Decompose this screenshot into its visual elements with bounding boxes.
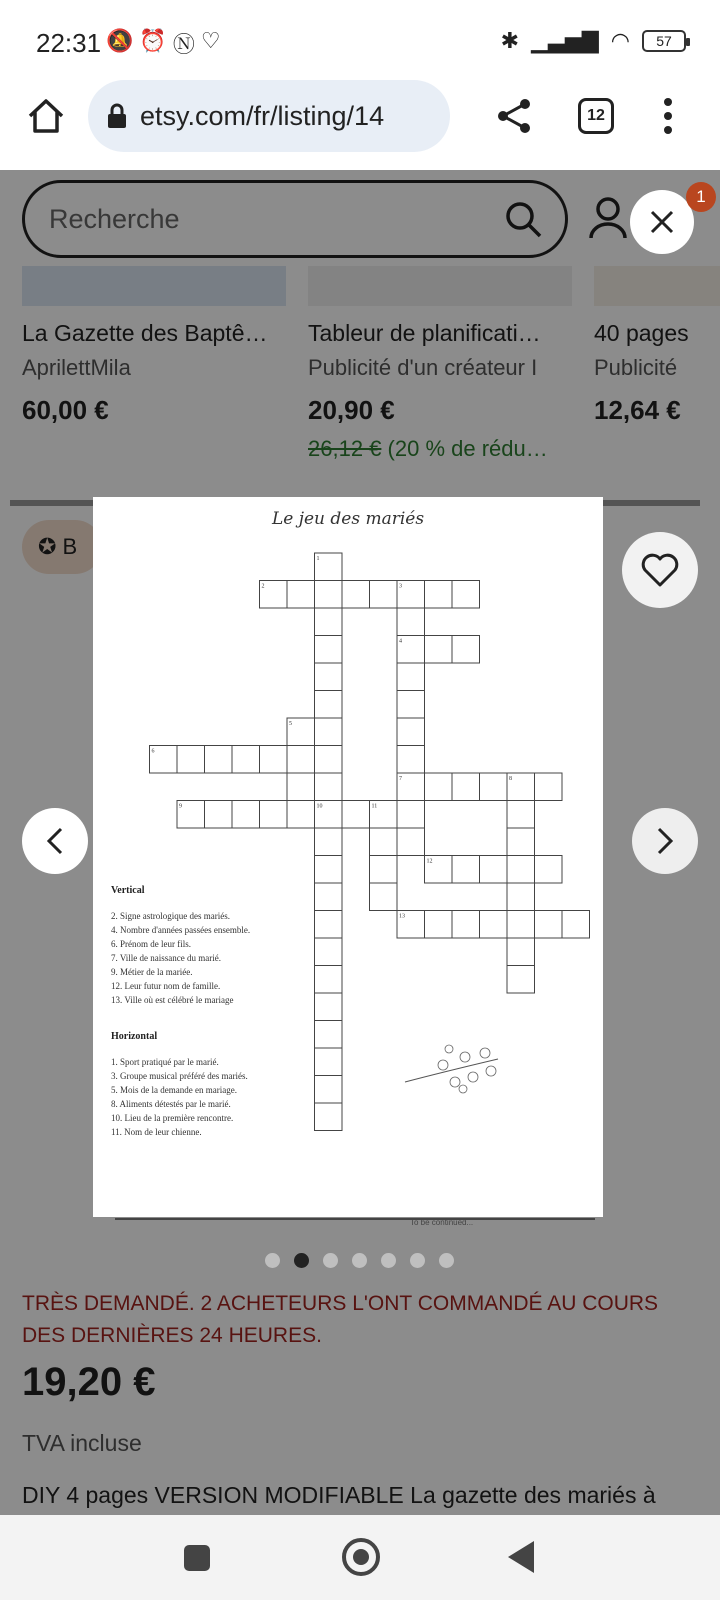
crossword-cell [397,828,425,856]
crossword-cell [260,801,288,829]
crossword-cell [315,1048,343,1076]
battery-level: 57 [656,33,672,49]
crossword-cell [535,856,563,884]
crossword-cell [397,718,425,746]
heart-icon [641,553,679,587]
crossword-cell [287,581,315,609]
crossword-cell [507,883,535,911]
floral-branch-icon [403,1037,503,1097]
status-bar [0,0,720,80]
crossword-cell [315,911,343,939]
clue: 9. Métier de la mariée. [111,967,193,977]
crossword-cell [205,801,233,829]
crossword-number: 6 [151,748,155,755]
product-title: 40 pages [594,320,689,346]
crossword-number: 2 [261,583,265,590]
crossword-cell [315,691,343,719]
crossword-cell [535,911,563,939]
favorite-button[interactable] [622,532,698,608]
demand-notice: TRÈS DEMANDÉ. 2 ACHETEURS L'ONT COMMANDÉ AU COURS DES DERNIÈRES 24 HEURES. [22,1292,659,1347]
horizontal-heading: Horizontal [111,1031,158,1042]
preview-title: Le jeu des mariés [271,509,425,529]
crossword-cell [507,911,535,939]
status-icons-right [501,28,686,54]
crossword-cell [315,746,343,774]
crossword-cell [397,608,425,636]
close-icon [649,209,675,235]
crossword-cell [342,581,370,609]
crossword-cell [452,773,480,801]
old-price: 26,12 € [308,436,382,461]
crossword-cell [507,938,535,966]
crossword-cell [370,581,398,609]
crossword-grid [93,497,603,1217]
crossword-cell [315,636,343,664]
carousel-dot[interactable] [265,1253,280,1268]
crossword-cell [315,1103,343,1131]
url-bar[interactable] [88,80,450,152]
crossword-number: 3 [399,583,402,590]
crossword-cell [315,608,343,636]
clue: 4. Nombre d'années passées ensemble. [111,925,251,935]
product-shop: AprilettMila [22,355,131,380]
url-text: etsy.com/fr/listing/14 [140,100,385,131]
product-price: 12,64 € [594,395,681,425]
carousel-dot[interactable] [294,1253,309,1268]
listing-price: 19,20 € [22,1360,156,1404]
crossword-cell [535,773,563,801]
crossword-cell [315,773,343,801]
product-shop: Publicité [594,355,678,380]
clue: 11. Nom de leur chienne. [111,1127,202,1137]
share-icon[interactable] [494,96,534,136]
vertical-heading: Vertical [111,885,145,896]
clue: 7. Ville de naissance du marié. [111,953,222,963]
crossword-cell [232,801,260,829]
crossword-cell [480,856,508,884]
crossword-cell [315,718,343,746]
crossword-number: 7 [399,776,402,782]
clue: 10. Lieu de la première rencontre. [111,1113,234,1123]
clue: 8. Aliments détestés par le marié. [111,1099,231,1109]
carousel-dot[interactable] [410,1253,425,1268]
clue: 3. Groupe musical préféré des mariés. [111,1071,248,1081]
crossword-cell [507,966,535,994]
crossword-cell [315,883,343,911]
crossword-cell [452,856,480,884]
browser-toolbar [0,80,720,170]
search-placeholder: Recherche [49,203,180,234]
clue: 1. Sport pratiqué par le marié. [111,1057,219,1067]
crossword-cell [315,993,343,1021]
crossword-number: 4 [399,638,402,645]
crossword-cell [397,663,425,691]
crossword-number: 13 [399,913,405,920]
crossword-cell [287,746,315,774]
crossword-number: 12 [426,858,433,865]
chevron-right-icon [655,826,675,856]
clue: 5. Mois de la demande en mariage. [111,1085,237,1095]
clue: 12. Leur futur nom de famille. [111,981,221,991]
product-price: 20,90 € [308,395,395,425]
crossword-cell [507,856,535,884]
carousel-dots [265,1253,454,1268]
crossword-cell [315,966,343,994]
crossword-cell [562,911,590,939]
bluetooth-icon: ✱ [500,28,520,53]
carousel-dot[interactable] [323,1253,338,1268]
next-image-caption: To be continued... [410,1218,474,1227]
wifi-icon: ◠ [610,28,630,53]
product-title: La Gazette des Baptê… [22,320,268,346]
crossword-cell [452,911,480,939]
crossword-cell [342,801,370,829]
next-image-edge [115,1218,595,1230]
crossword-cell [425,636,453,664]
crossword-cell [480,773,508,801]
chevron-left-icon [45,826,65,856]
crossword-cell [397,746,425,774]
crossword-cell [315,1021,343,1049]
crossword-cell [315,938,343,966]
carousel-dot[interactable] [381,1253,396,1268]
crossword-cell [287,773,315,801]
crossword-cell [315,663,343,691]
clue: 13. Ville où est célébré le mariage [111,995,234,1005]
crossword-cell [507,801,535,829]
carousel-dot[interactable] [352,1253,367,1268]
crossword-cell [370,828,398,856]
notification-badge: 1 [686,182,716,212]
crossword-number: 10 [316,803,323,810]
crossword-number: 9 [179,803,182,810]
product-shop: Publicité d'un créateur I [308,355,538,380]
crossword-number: 1 [316,556,320,562]
signal-icon: ▁▃▅▇ [531,28,599,53]
crossword-cell [260,746,288,774]
crossword-cell [315,828,343,856]
listing-description: DIY 4 pages VERSION MODIFIABLE La gazette des mariés à [22,1482,656,1508]
back-button[interactable] [508,1541,534,1573]
crossword-cell [315,1076,343,1104]
crossword-number: 8 [509,776,512,782]
lock-icon [106,103,128,129]
listing-image[interactable] [93,497,603,1217]
crossword-cell [287,801,315,829]
clue: 2. Signe astrologique des mariés. [111,911,230,921]
clue: 6. Prénom de leur fils. [111,939,191,949]
tab-count: 12 [587,107,605,124]
android-navigation-bar [0,1515,720,1600]
battery-icon [642,30,686,52]
close-button[interactable] [630,190,694,254]
crossword-cell [232,746,260,774]
crossword-number: 5 [289,721,292,727]
crossword-cell [425,911,453,939]
alarm-icon: ⏰ [139,28,167,53]
product-title: Tableur de planificati… [308,320,541,346]
crossword-cell [205,746,233,774]
product-price: 60,00 € [22,395,109,425]
tabs-button[interactable] [578,98,614,134]
tva-label: TVA incluse [22,1430,142,1456]
crossword-cell [425,581,453,609]
heart-status-icon: ♡ [200,28,221,53]
crossword-cell [370,856,398,884]
crossword-cell [177,746,205,774]
crossword-number: 11 [371,803,378,810]
crossword-cell [425,773,453,801]
crossword-cell [397,801,425,829]
discount-label: (20 % de rédu… [387,436,548,461]
badge-label: B [62,534,78,559]
next-image-button[interactable] [632,808,698,874]
carousel-dot[interactable] [439,1253,454,1268]
crossword-cell [315,856,343,884]
award-icon: ✪ [38,534,57,559]
more-menu-icon[interactable] [660,96,676,136]
status-time: 22:31 [36,28,102,58]
crossword-cell [452,581,480,609]
crossword-cell [397,691,425,719]
nfc-icon: Ⓝ [172,32,195,57]
status-icons [106,28,221,59]
home-icon[interactable] [26,96,66,136]
previous-image-button[interactable] [22,808,88,874]
crossword-cell [452,636,480,664]
crossword-cell [370,883,398,911]
crossword-cell [480,911,508,939]
home-button[interactable] [342,1538,380,1576]
recents-button[interactable] [184,1545,210,1571]
crossword-cell [507,828,535,856]
bell-off-icon: 🔕 [106,28,134,53]
crossword-cell [315,581,343,609]
